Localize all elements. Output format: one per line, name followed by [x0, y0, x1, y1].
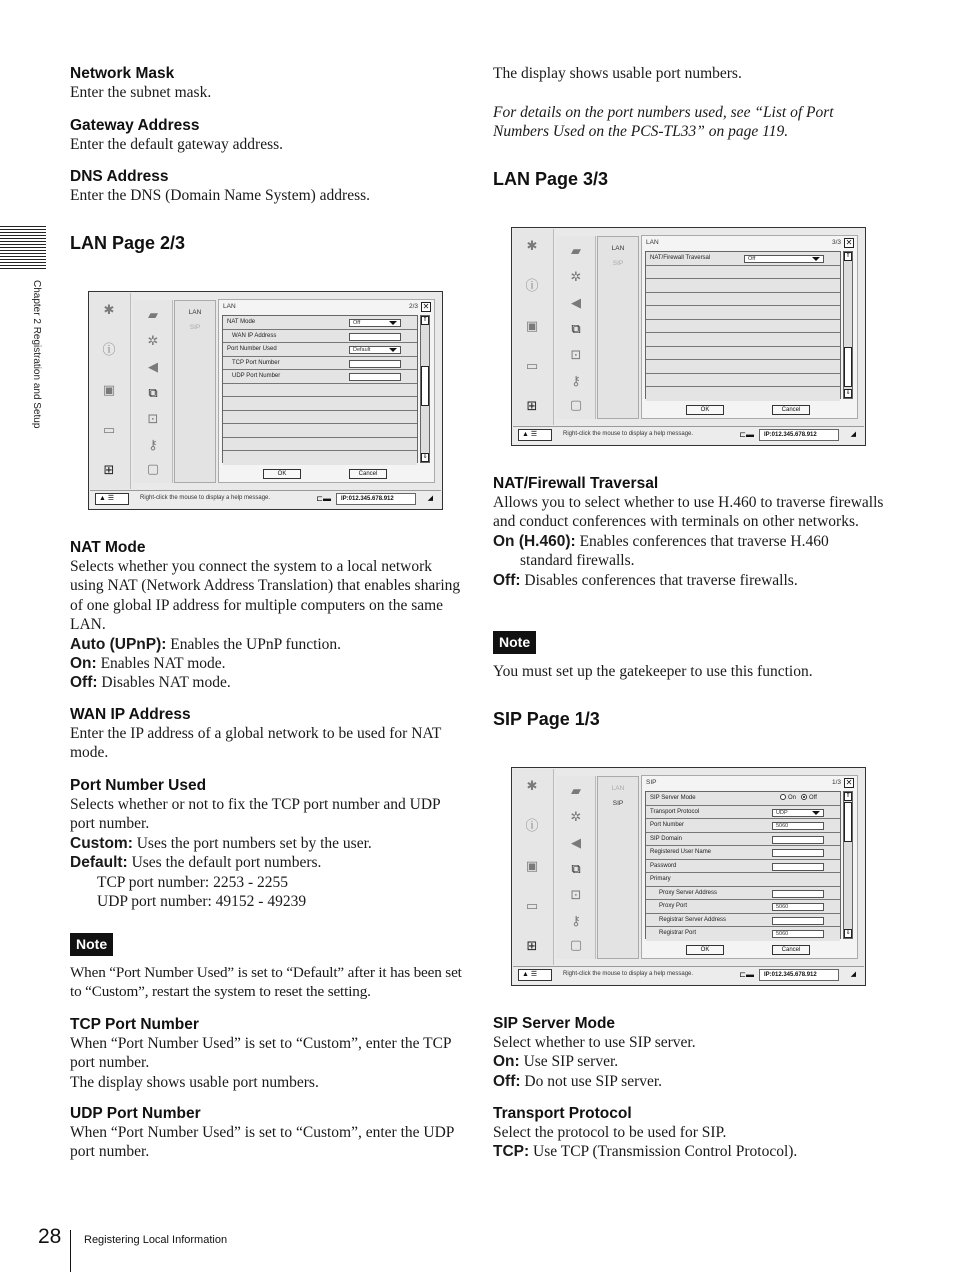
scroll-down-icon[interactable]: ⇓ [845, 930, 851, 936]
lan-settings-panel [641, 235, 858, 419]
empty-row [646, 347, 840, 361]
help-message: Right-click the mouse to display a help message. [563, 971, 694, 977]
wan-ip-field[interactable] [349, 333, 401, 341]
note-right [493, 631, 885, 654]
scroll-thumb[interactable] [844, 802, 852, 842]
tcp-port-term: TCP Port Number [70, 1016, 199, 1033]
page-indicator: 2/3 [408, 303, 418, 310]
panel-title: SIP [646, 779, 657, 786]
tcp-range: TCP port number: 2253 - 2255 [97, 873, 289, 891]
scroll-thumb[interactable] [421, 366, 429, 406]
network-icon[interactable]: ⧉ [148, 385, 158, 400]
udp-range: UDP port number: 49152 - 49239 [97, 893, 307, 911]
traversal-off-term: Off: [493, 571, 521, 589]
footer-section-title: Registering Local Information [84, 1234, 228, 1246]
proxy-port-row[interactable] [646, 900, 840, 914]
video-icon[interactable]: ▰ [148, 307, 158, 322]
proxy-address-field[interactable] [772, 890, 824, 898]
scroll-up-icon[interactable]: ⇑ [845, 793, 851, 799]
transport-term: Transport Protocol [493, 1105, 632, 1122]
empty-row [223, 438, 417, 452]
empty-row [223, 384, 417, 398]
network-mask-entry [70, 64, 462, 102]
setup-icon[interactable]: ⊞ [103, 462, 115, 477]
tab-sip[interactable]: SIP [612, 260, 624, 267]
sip-on-desc: Use SIP server. [519, 1053, 619, 1071]
frame-icon[interactable]: ▢ [146, 461, 160, 476]
video-icon[interactable]: ▰ [571, 243, 581, 258]
network-icon[interactable]: ⧉ [571, 321, 581, 336]
info-icon[interactable]: ⓘ [102, 342, 116, 357]
main-menu-bar [513, 229, 554, 425]
transport-desc: Select the protocol to be used for SIP. [493, 1124, 727, 1141]
network-status-icon: ⊏▬ [739, 430, 754, 439]
note-left [70, 933, 462, 956]
traversal-on-term: On (H.460): [493, 532, 576, 550]
setup-category-bar [556, 776, 596, 959]
primary-row [646, 873, 840, 887]
main-menu-bar [90, 293, 131, 489]
note-badge: Note [493, 631, 536, 654]
note-badge: Note [70, 933, 113, 956]
port-custom-desc: Uses the port numbers set by the user. [132, 834, 372, 852]
scroll-thumb[interactable] [844, 347, 852, 387]
note-left-text: When “Port Number Used” is set to “Default” after it has been set to “Custom”, restart the system to reset the setting. [70, 964, 462, 1001]
panel-title: LAN [223, 303, 236, 310]
nat-traversal-entry [493, 474, 885, 590]
ok-button[interactable]: OK [686, 405, 724, 415]
sip-off-term: Off: [493, 1072, 521, 1090]
off-radio-label: Off [809, 795, 817, 801]
ip-address: IP:012.345.678.912 [336, 493, 416, 505]
sip-server-mode-term: SIP Server Mode [493, 1015, 616, 1032]
proxy-port-label: Proxy Port [659, 903, 688, 909]
wan-ip-term: WAN IP Address [70, 706, 191, 723]
nat-auto-desc: Enables the UPnP function. [166, 635, 342, 653]
sip-on-term: On: [493, 1053, 520, 1071]
cancel-button[interactable]: Cancel [772, 945, 810, 955]
sip-off-desc: Do not use SIP server. [520, 1072, 663, 1090]
display-text: The display shows usable port numbers. [493, 65, 742, 82]
port-used-desc: Selects whether or not to fix the TCP port number and UDP port number. [70, 796, 441, 833]
network-status-icon: ⊏▬ [316, 494, 331, 503]
status-bar [513, 966, 864, 984]
settings-grid [645, 251, 841, 399]
nat-mode-entry [70, 538, 462, 693]
empty-row [223, 411, 417, 425]
nat-auto-term: Auto (UPnP): [70, 635, 167, 653]
scrollbar[interactable] [843, 791, 853, 939]
sip-domain-row[interactable] [646, 833, 840, 847]
frame-icon[interactable]: ▢ [569, 397, 583, 412]
tab-lan[interactable]: LAN [188, 309, 202, 316]
camera-icon[interactable]: ✱ [526, 778, 538, 793]
gear-icon[interactable]: ✲ [147, 333, 159, 348]
dns-desc: Enter the DNS (Domain Name System) address. [70, 187, 371, 204]
password-label: Password [650, 862, 677, 869]
on-radio-label: On [788, 795, 797, 801]
udp-port-desc: When “Port Number Used” is set to “Custom”, enter the UDP port number. [70, 1124, 454, 1161]
address-book-icon[interactable]: ▣ [102, 382, 116, 397]
chapter-tab-label: Chapter 2 Registration and Setup [31, 280, 42, 429]
close-icon[interactable]: ✕ [845, 778, 853, 787]
port-default-term: Default: [70, 854, 128, 872]
port-used-row[interactable] [223, 343, 417, 357]
wan-ip-entry [70, 705, 462, 763]
port-used-term: Port Number Used [70, 777, 207, 794]
page-indicator: 1/3 [831, 779, 841, 786]
empty-row [223, 451, 417, 465]
udp-port-entry [70, 1104, 462, 1162]
tab-sip[interactable]: SIP [612, 800, 624, 807]
user-name-field[interactable] [772, 849, 824, 857]
settings-grid [222, 315, 418, 463]
port-number-label: Port Number [650, 822, 685, 828]
nat-firewall-label: NAT/Firewall Traversal [650, 255, 711, 261]
port-default-desc: Uses the default port numbers. [127, 854, 322, 872]
key-icon[interactable]: ⚷ [148, 437, 158, 452]
sip-domain-label: SIP Domain [650, 835, 682, 842]
panel-title: LAN [646, 239, 659, 246]
nat-on-desc: Enables NAT mode. [96, 655, 226, 673]
empty-row [646, 333, 840, 347]
proxy-address-label: Proxy Server Address [659, 889, 718, 896]
menu-toggle-button[interactable]: ▲ ☰ [518, 969, 552, 981]
page-number: 28 [38, 1225, 62, 1248]
nat-mode-term: NAT Mode [70, 539, 146, 556]
udp-port-row[interactable] [223, 370, 417, 384]
network-tabs [597, 776, 639, 959]
registrar-address-label: Registrar Server Address [659, 916, 727, 923]
tcp-port-field[interactable] [349, 360, 401, 368]
page-indicator: 3/3 [831, 239, 841, 246]
setup-category-bar [556, 236, 596, 419]
speaker-icon[interactable]: ◀ [571, 835, 581, 850]
registrar-address-row[interactable] [646, 914, 840, 928]
setup-icon[interactable]: ⊞ [526, 398, 538, 413]
chapter-tab-stripes [0, 226, 46, 270]
password-row[interactable] [646, 860, 840, 874]
menu-toggle-button[interactable]: ▲ ☰ [518, 429, 552, 441]
dns-entry [70, 167, 462, 205]
tcp-port-label: TCP Port Number [232, 359, 280, 366]
port-number-row[interactable] [646, 819, 840, 833]
sip-page-heading: SIP Page 1/3 [493, 709, 600, 729]
empty-row [223, 397, 417, 411]
address-book-icon[interactable]: ▣ [525, 858, 539, 873]
proxy-address-row[interactable] [646, 887, 840, 901]
scrollbar[interactable] [420, 315, 430, 463]
main-menu-bar [513, 769, 554, 965]
scroll-up-icon[interactable]: ⇑ [845, 253, 851, 259]
key-icon[interactable]: ⚷ [571, 913, 581, 928]
nat-off-desc: Disables NAT mode. [97, 674, 231, 692]
tab-lan[interactable]: LAN [611, 785, 625, 792]
gear-icon[interactable]: ✲ [570, 269, 582, 284]
help-message: Right-click the mouse to display a help message. [140, 495, 271, 501]
nat-mode-select[interactable]: Off [349, 319, 401, 327]
settings-grid [645, 791, 841, 939]
nat-traversal-desc: Allows you to select whether to use H.460 to traverse firewalls and conduct conferences with terminals on other networks. [493, 494, 884, 531]
video-icon[interactable]: ▰ [571, 783, 581, 798]
registrar-port-field[interactable]: 5060 [772, 930, 824, 938]
speaker-icon[interactable]: ◀ [571, 295, 581, 310]
user-name-row[interactable] [646, 846, 840, 860]
scroll-down-icon[interactable]: ⇓ [845, 390, 851, 396]
status-bar [513, 426, 864, 444]
expand-icon[interactable]: ◢ [427, 495, 433, 502]
nat-mode-label: NAT Mode [227, 319, 256, 325]
empty-row [223, 424, 417, 438]
network-status-icon: ⊏▬ [739, 970, 754, 979]
gateway-desc: Enter the default gateway address. [70, 136, 284, 153]
close-icon[interactable]: ✕ [845, 238, 853, 247]
empty-row [646, 374, 840, 388]
expand-icon[interactable]: ◢ [850, 971, 856, 978]
sip-server-mode-desc: Select whether to use SIP server. [493, 1034, 696, 1051]
transport-tcp-term: TCP: [493, 1143, 530, 1161]
wan-ip-row[interactable] [223, 330, 417, 344]
lan-page-2-screen [88, 291, 443, 510]
keyboard-icon[interactable]: ▭ [525, 358, 539, 373]
dns-term: DNS Address [70, 168, 169, 185]
transport-row[interactable] [646, 806, 840, 820]
ok-button[interactable]: OK [263, 469, 301, 479]
nat-on-term: On: [70, 655, 97, 673]
cancel-button[interactable]: Cancel [772, 405, 810, 415]
network-icon[interactable]: ⧉ [571, 861, 581, 876]
network-tabs [597, 236, 639, 419]
info-icon[interactable]: ⓘ [525, 278, 539, 293]
camera-icon[interactable]: ✱ [526, 238, 538, 253]
network-mask-desc: Enter the subnet mask. [70, 84, 212, 101]
sip-server-mode-row[interactable] [646, 792, 840, 806]
cancel-button[interactable]: Cancel [349, 469, 387, 479]
on-radio[interactable] [780, 794, 786, 800]
empty-row [646, 306, 840, 320]
radio-group [780, 792, 817, 805]
lan-page-3-screen [511, 227, 866, 446]
empty-row [646, 360, 840, 374]
lan-settings-panel [218, 299, 435, 483]
tab-sip[interactable]: SIP [189, 324, 201, 331]
wan-ip-desc: Enter the IP address of a global network to be used for NAT mode. [70, 725, 442, 762]
sip-settings-panel [641, 775, 858, 959]
port-custom-term: Custom: [70, 834, 133, 852]
menu-toggle-button[interactable]: ▲ ☰ [95, 493, 129, 505]
nat-mode-row[interactable] [223, 316, 417, 330]
transport-protocol-entry [493, 1104, 885, 1162]
display-icon[interactable]: ⊡ [147, 411, 159, 426]
sip-server-mode-entry [493, 1014, 885, 1091]
scroll-down-icon[interactable]: ⇓ [422, 454, 428, 460]
udp-port-field[interactable] [349, 373, 401, 381]
setup-icon[interactable]: ⊞ [526, 938, 538, 953]
sip-page-1-screen [511, 767, 866, 986]
camera-icon[interactable]: ✱ [103, 302, 115, 317]
transport-label: Transport Protocol [650, 808, 700, 815]
registrar-port-row[interactable] [646, 927, 840, 941]
key-icon[interactable]: ⚷ [571, 373, 581, 388]
tcp-port-entry [70, 1015, 462, 1092]
ip-address: IP:012.345.678.912 [759, 429, 839, 441]
transport-tcp-desc: Use TCP (Transmission Control Protocol). [529, 1143, 798, 1161]
empty-row [646, 387, 840, 401]
nat-off-term: Off: [70, 674, 98, 692]
nat-firewall-row[interactable] [646, 252, 840, 266]
transport-select[interactable]: UDP [772, 809, 824, 817]
network-tabs [174, 300, 216, 483]
nat-firewall-select[interactable]: Off [744, 255, 824, 263]
port-used-select[interactable]: Default [349, 346, 401, 354]
tcp-port-row[interactable] [223, 357, 417, 371]
empty-row [646, 320, 840, 334]
wan-ip-label: WAN IP Address [232, 332, 277, 339]
ok-button[interactable]: OK [686, 945, 724, 955]
empty-row [646, 293, 840, 307]
gear-icon[interactable]: ✲ [570, 809, 582, 824]
port-used-label: Port Number Used [227, 346, 277, 352]
help-message: Right-click the mouse to display a help message. [563, 431, 694, 437]
traversal-on-desc: Enables conferences that traverse H.460 standard firewalls. [520, 532, 829, 570]
info-icon[interactable]: ⓘ [525, 818, 539, 833]
empty-row [646, 266, 840, 280]
port-list-reference: For details on the port numbers used, see “List of Port Numbers Used on the PCS-TL33” on page 119. [493, 104, 834, 141]
udp-port-term: UDP Port Number [70, 1105, 201, 1122]
keyboard-icon[interactable]: ▭ [525, 898, 539, 913]
tcp-port-desc2: The display shows usable port numbers. [70, 1073, 319, 1091]
proxy-port-field[interactable]: 5060 [772, 903, 824, 911]
traversal-off-desc: Disables conferences that traverse firewalls. [520, 571, 798, 589]
gateway-term: Gateway Address [70, 117, 200, 134]
registrar-address-field[interactable] [772, 917, 824, 925]
port-number-used-entry [70, 776, 462, 911]
display-icon[interactable]: ⊡ [570, 347, 582, 362]
expand-icon[interactable]: ◢ [850, 431, 856, 438]
lan-page-2-heading: LAN Page 2/3 [70, 233, 186, 253]
nat-traversal-term: NAT/Firewall Traversal [493, 475, 659, 492]
note-right-text: You must set up the gatekeeper to use this function. [493, 663, 813, 680]
empty-row [646, 279, 840, 293]
frame-icon[interactable]: ▢ [569, 937, 583, 952]
setup-category-bar [133, 300, 173, 483]
sip-domain-field[interactable] [772, 836, 824, 844]
off-radio[interactable] [801, 794, 807, 800]
user-name-label: Registered User Name [650, 849, 712, 855]
udp-port-label: UDP Port Number [232, 373, 281, 379]
sip-server-mode-label: SIP Server Mode [650, 795, 696, 801]
footer-divider [70, 1230, 71, 1272]
status-bar [90, 490, 441, 508]
address-book-icon[interactable]: ▣ [525, 318, 539, 333]
registrar-port-label: Registrar Port [659, 930, 697, 936]
gateway-entry [70, 116, 462, 154]
nat-mode-desc: Selects whether you connect the system to a local network using NAT (Network Address Translation) that enables sharing of one global IP address for multiple computers on the same LAN. [70, 558, 461, 634]
password-field[interactable] [772, 863, 824, 871]
lan-page-3-heading: LAN Page 3/3 [493, 169, 609, 189]
speaker-icon[interactable]: ◀ [148, 359, 158, 374]
ip-address: IP:012.345.678.912 [759, 969, 839, 981]
port-number-field[interactable]: 5060 [772, 822, 824, 830]
close-icon[interactable]: ✕ [422, 302, 430, 311]
tab-lan[interactable]: LAN [611, 245, 625, 252]
primary-label: Primary [650, 876, 671, 882]
keyboard-icon[interactable]: ▭ [102, 422, 116, 437]
tcp-port-desc: When “Port Number Used” is set to “Custom”, enter the TCP port number. [70, 1035, 451, 1072]
scroll-up-icon[interactable]: ⇑ [422, 317, 428, 323]
display-icon[interactable]: ⊡ [570, 887, 582, 902]
scrollbar[interactable] [843, 251, 853, 399]
network-mask-term: Network Mask [70, 65, 175, 82]
